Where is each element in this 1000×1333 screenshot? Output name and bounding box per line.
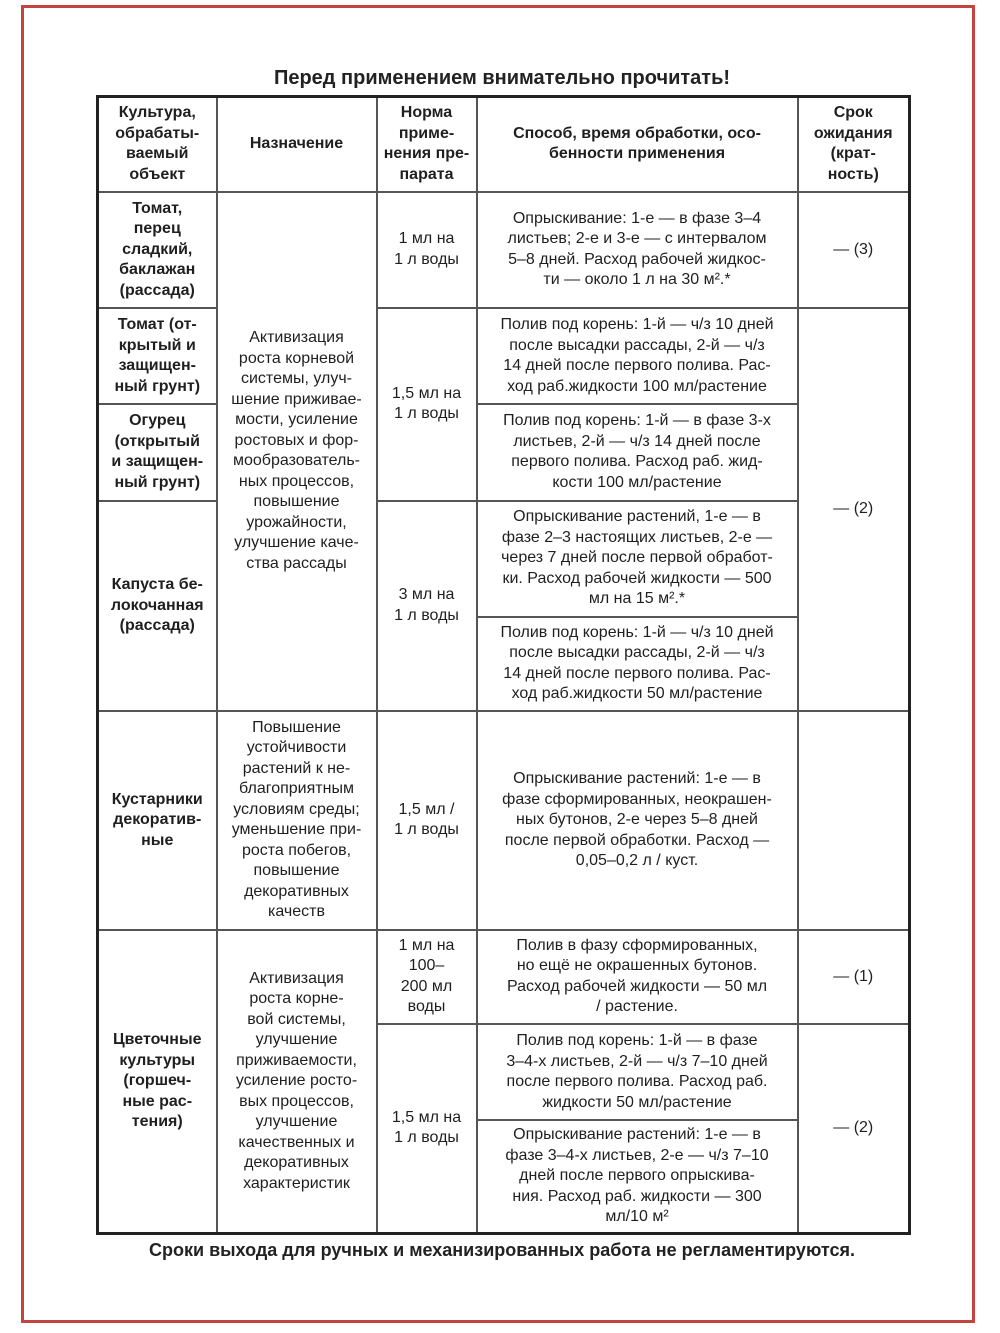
method-cell: Полив в фазу сформированных, но ещё не окрашенных бутонов. Расход рабочей жидкости — 50 мл / растение. (477, 930, 798, 1024)
table-row (98, 711, 910, 930)
method-cell: Опрыскивание растений: 1-е — в фазе 3–4-х листьев, 2-е — ч/з 7–10 дней после первого опрыскива- ния. Расход раб. жидкости — 300 мл/10 м² (477, 1120, 798, 1233)
header-row (98, 97, 910, 192)
purpose-cell: Активизация роста корне- вой системы, улучшение приживаемости, усиление росто- вых процессов, улучшение качественных и декоративных характеристик (217, 930, 377, 1234)
rate-cell: 3 мл на 1 л воды (377, 501, 477, 712)
dosage-table (96, 95, 911, 1235)
footer-note: Сроки выхода для ручных и механизированных работа не регламентируются. (149, 1240, 855, 1260)
crop-cell: Томат, перец сладкий, баклажан (рассада) (98, 192, 217, 308)
method-cell: Полив под корень: 1-й — в фазе 3-х листьев, 2-й — ч/з 14 дней после первого полива. Расход раб. жид- кости 100 мл/растение (477, 404, 798, 500)
method-cell: Опрыскивание: 1-е — в фазе 3–4 листьев; 2-е и 3-е — с интервалом 5–8 дней. Расход рабочей жидкос- ти — около 1 л на 30 м².* (477, 192, 798, 308)
crop-cell: Кустарники декоратив- ные (98, 711, 217, 930)
method-cell: Полив под корень: 1-й — ч/з 10 дней после высадки рассады, 2-й — ч/з 14 дней после первого полива. Рас- ход раб.жидкости 50 мл/растение (477, 617, 798, 711)
table-row (98, 192, 910, 308)
wait-cell (798, 711, 910, 930)
rate-cell: 1 мл на 1 л воды (377, 192, 477, 308)
table-row (98, 930, 910, 1024)
header-purpose: Назначение (217, 97, 377, 192)
method-cell: Полив под корень: 1-й — в фазе 3–4-х листьев, 2-й — ч/з 7–10 дней после первого полива. Расход раб. жидкости 50 мл/растение (477, 1024, 798, 1120)
wait-cell: — (2) (798, 1024, 910, 1234)
rate-cell: 1 мл на 100– 200 мл воды (377, 930, 477, 1024)
purpose-cell: Повышение устойчивости растений к не- благоприятным условиям среды; уменьшение при- роста побегов, повышение декоративных качеств (217, 711, 377, 930)
crop-cell: Цветочные культуры (горшеч- ные рас- тения) (98, 930, 217, 1234)
header-rate: Норма приме- нения пре- парата (377, 97, 477, 192)
wait-cell: — (3) (798, 192, 910, 308)
header-wait: Срок ожидания (крат- ность) (798, 97, 910, 192)
method-cell: Полив под корень: 1-й — ч/з 10 дней после высадки рассады, 2-й — ч/з 14 дней после первого полива. Рас- ход раб.жидкости 100 мл/растение (477, 308, 798, 404)
wait-cell: — (1) (798, 930, 910, 1024)
purpose-cell: Активизация роста корневой системы, улуч- шение приживае- мости, усиление ростовых и фор- мообразователь- ных процессов, повышение урожайности, улучшение каче- ства рассады (217, 192, 377, 711)
crop-cell: Томат (от- крытый и защищен- ный грунт) (98, 308, 217, 404)
header-method: Способ, время обработки, осо- бенности применения (477, 97, 798, 192)
rate-cell: 1,5 мл на 1 л воды (377, 1024, 477, 1234)
crop-cell: Огурец (открытый и защищен- ный грунт) (98, 404, 217, 500)
rate-cell: 1,5 мл / 1 л воды (377, 711, 477, 930)
page-title: Перед применением внимательно прочитать! (273, 67, 731, 89)
method-cell: Опрыскивание растений, 1-е — в фазе 2–3 настоящих листьев, 2-е — через 7 дней после первой обработ- ки. Расход рабочей жидкости — 500 мл на 15 м².* (477, 501, 798, 617)
header-crop: Культура, обрабаты- ваемый объект (98, 97, 217, 192)
crop-cell: Капуста бе- локочанная (рассада) (98, 501, 217, 712)
rate-cell: 1,5 мл на 1 л воды (377, 308, 477, 501)
method-cell: Опрыскивание растений: 1-е — в фазе сформированных, неокрашен- ных бутонов, 2-е через 5–8 дней после первой обработки. Расход — 0,05–0,2 л / куст. (477, 711, 798, 930)
wait-cell: — (2) (798, 308, 910, 711)
